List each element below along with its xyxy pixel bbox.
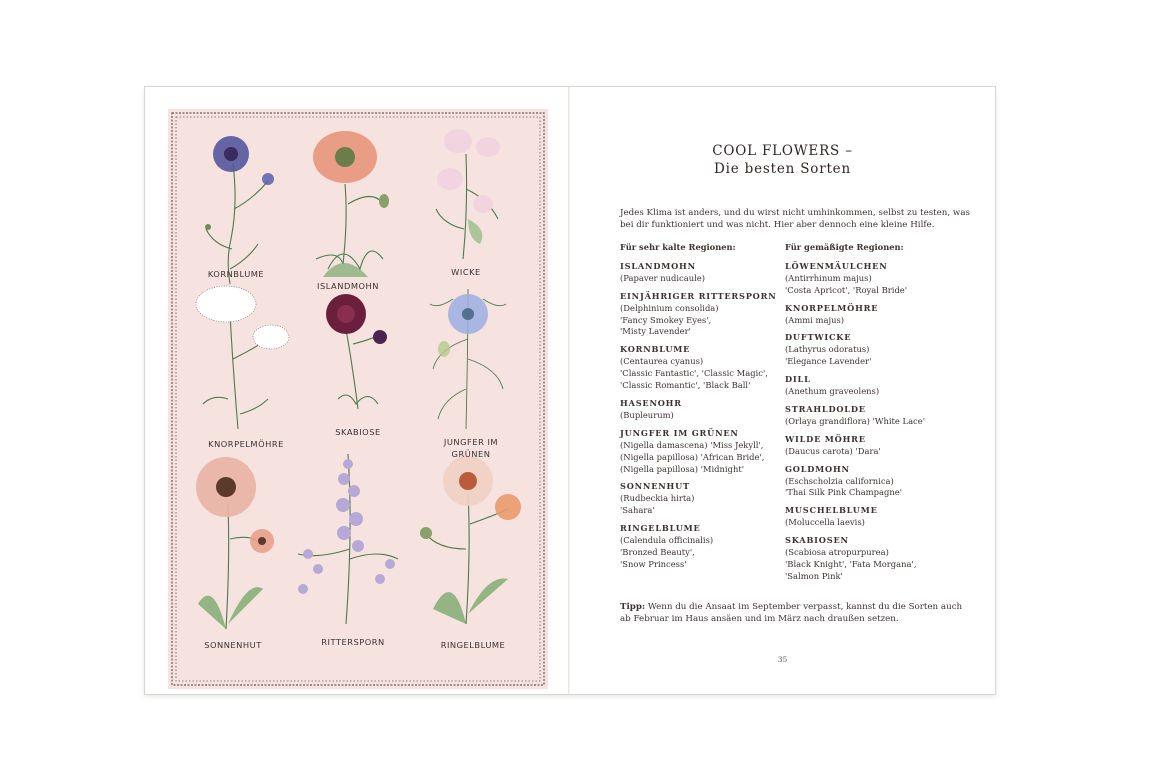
plant-detail: 'Costa Apricot', 'Royal Bride': [785, 284, 908, 295]
plant-entry: [785, 261, 950, 297]
plant-detail: 'Black Knight', 'Fata Morgana',: [785, 558, 917, 569]
label-wicke: WICKE: [451, 267, 481, 277]
ringelblume-bloom: [420, 456, 521, 624]
plant-entry: [785, 404, 950, 428]
plant-detail: 'Misty Lavender': [620, 326, 691, 337]
plant-detail: 'Bronzed Beauty',: [620, 546, 695, 557]
plant-entry: [785, 374, 950, 398]
plant-detail: (Bupleurum): [620, 409, 674, 420]
plant-name: EINJÄHRIGER RITTERSPORN: [620, 290, 777, 301]
cold-regions-column: [620, 242, 785, 577]
label-ringelblume: RINGELBLUME: [440, 640, 506, 650]
plant-name: DUFTWICKE: [785, 332, 852, 343]
plant-name: KORNBLUME: [620, 344, 691, 355]
rittersporn-bloom: [298, 459, 395, 594]
plant-detail: (Antirrhinum majus): [785, 272, 872, 283]
plant-detail: (Eschscholzia californica): [785, 475, 894, 486]
intro-paragraph: Jedes Klima ist anders, und du wirst nicht umhinkommen, selbst zu testen, was bei dir funktioniert und was nicht. Hier aber dennoch eine kleine Hilfe.: [620, 208, 970, 230]
temperate-regions-heading: Für gemäßigte Regionen:: [785, 242, 904, 252]
islandmohn-bloom: [313, 131, 389, 277]
flower-drawing: [168, 109, 548, 689]
skabiose-drawing: [338, 329, 380, 409]
islandmohn-drawing: [316, 184, 383, 269]
plant-entry: [785, 332, 950, 368]
temperate-regions-column: [785, 242, 950, 589]
plant-detail: 'Fancy Smokey Eyes',: [620, 314, 712, 325]
plant-name: WILDE MÖHRE: [785, 433, 866, 444]
tip-label: Tipp:: [620, 602, 646, 612]
plant-entry: [620, 523, 785, 571]
plant-entry: [620, 398, 785, 422]
plant-entry: [620, 481, 785, 517]
plant-name: JUNGFER IM GRÜNEN: [620, 427, 739, 438]
kornblume-bloom: [205, 136, 274, 230]
wicke-bloom: [437, 129, 500, 244]
plant-name: STRAHLDOLDE: [785, 403, 866, 414]
cold-regions-list: [620, 261, 785, 571]
plant-entry: [620, 344, 785, 392]
label-rittersporn: RITTERSPORN: [321, 637, 385, 647]
plant-name: DILL: [785, 374, 811, 385]
plant-detail: (Daucus carota) 'Dara': [785, 445, 881, 456]
sonnenhut-drawing: [226, 504, 260, 629]
kornblume-drawing: [206, 164, 268, 284]
plant-entry: [785, 434, 950, 458]
plant-detail: (Moluccella laevis): [785, 517, 865, 528]
plant-name: LÖWENMÄULCHEN: [785, 260, 888, 271]
plant-detail: (Papaver nudicaule): [620, 272, 706, 283]
plant-detail: (Nigella papillosa) 'African Bride',: [620, 451, 765, 462]
plant-detail: 'Classic Romantic', 'Black Ball': [620, 380, 751, 391]
tip-text: Wenn du die Ansaat im September verpasst, kannst du die Sorten auch ab Februar im Haus ansäen und im März nach draußen setzen.: [620, 602, 963, 624]
label-jungfer-line2: GRÜNEN: [451, 449, 491, 459]
plant-name: SKABIOSEN: [785, 535, 849, 546]
plant-entry: [620, 291, 785, 339]
plant-detail: 'Sahara': [620, 505, 655, 516]
plant-detail: (Anethum graveolens): [785, 386, 880, 397]
tip-paragraph: [620, 601, 970, 625]
temperate-regions-list: [785, 261, 950, 583]
plant-entry: [620, 428, 785, 476]
label-jungfer-line1: JUNGFER IM: [443, 437, 499, 447]
plant-entry: [620, 261, 785, 285]
plant-entry: [785, 535, 950, 583]
plant-detail: (Scabiosa atropurpurea): [785, 547, 889, 558]
plant-detail: 'Thai Silk Pink Champagne': [785, 487, 902, 498]
plant-detail: (Rudbeckia hirta): [620, 493, 695, 504]
left-page: [145, 87, 569, 694]
page-number: 35: [777, 655, 788, 664]
cold-regions-heading: Für sehr kalte Regionen:: [620, 242, 736, 252]
plant-detail: (Delphinium consolida): [620, 302, 719, 313]
label-knorpelmoehre: KNORPELMÖHRE: [208, 439, 284, 449]
right-page: [570, 87, 995, 694]
plant-entry: [785, 464, 950, 500]
plant-detail: (Nigella papillosa) 'Midnight': [620, 463, 745, 474]
plant-detail: (Lathyrus odoratus): [785, 344, 870, 355]
plant-detail: 'Elegance Lavender': [785, 356, 872, 367]
plant-detail: (Centaurea cyanus): [620, 356, 704, 367]
plant-detail: (Nigella damascena) 'Miss Jekyll',: [620, 439, 764, 450]
plant-entry: [785, 303, 950, 327]
skabiose-bloom: [326, 294, 387, 344]
plant-name: ISLANDMOHN: [620, 260, 696, 271]
plant-name: MUSCHELBLUME: [785, 505, 878, 516]
page-title-line1: COOL FLOWERS –: [712, 143, 853, 159]
plant-entry: [785, 505, 950, 529]
plant-detail: (Ammi majus): [785, 314, 845, 325]
plant-name: RINGELBLUME: [620, 523, 701, 534]
plant-name: GOLDMOHN: [785, 463, 850, 474]
label-islandmohn: ISLANDMOHN: [317, 281, 379, 291]
label-kornblume: KORNBLUME: [207, 269, 265, 279]
plant-detail: (Calendula officinalis): [620, 535, 714, 546]
page-title-line2: Die besten Sorten: [714, 161, 851, 177]
label-sonnenhut: SONNENHUT: [204, 640, 262, 650]
plant-name: SONNENHUT: [620, 481, 690, 492]
label-skabiose: SKABIOSE: [335, 427, 381, 437]
plant-name: HASENOHR: [620, 397, 682, 408]
open-book: [145, 87, 995, 694]
plant-detail: (Orlaya grandiflora) 'White Lace': [785, 415, 926, 426]
knorpelmoehre-bloom: [196, 286, 289, 349]
plant-detail: 'Snow Princess': [620, 558, 687, 569]
plant-name: KNORPELMÖHRE: [785, 302, 879, 313]
plant-detail: 'Salmon Pink': [785, 570, 843, 581]
plant-detail: 'Classic Fantastic', 'Classic Magic',: [620, 368, 768, 379]
flower-illustration: [168, 109, 548, 689]
sonnenhut-bloom: [196, 457, 274, 629]
